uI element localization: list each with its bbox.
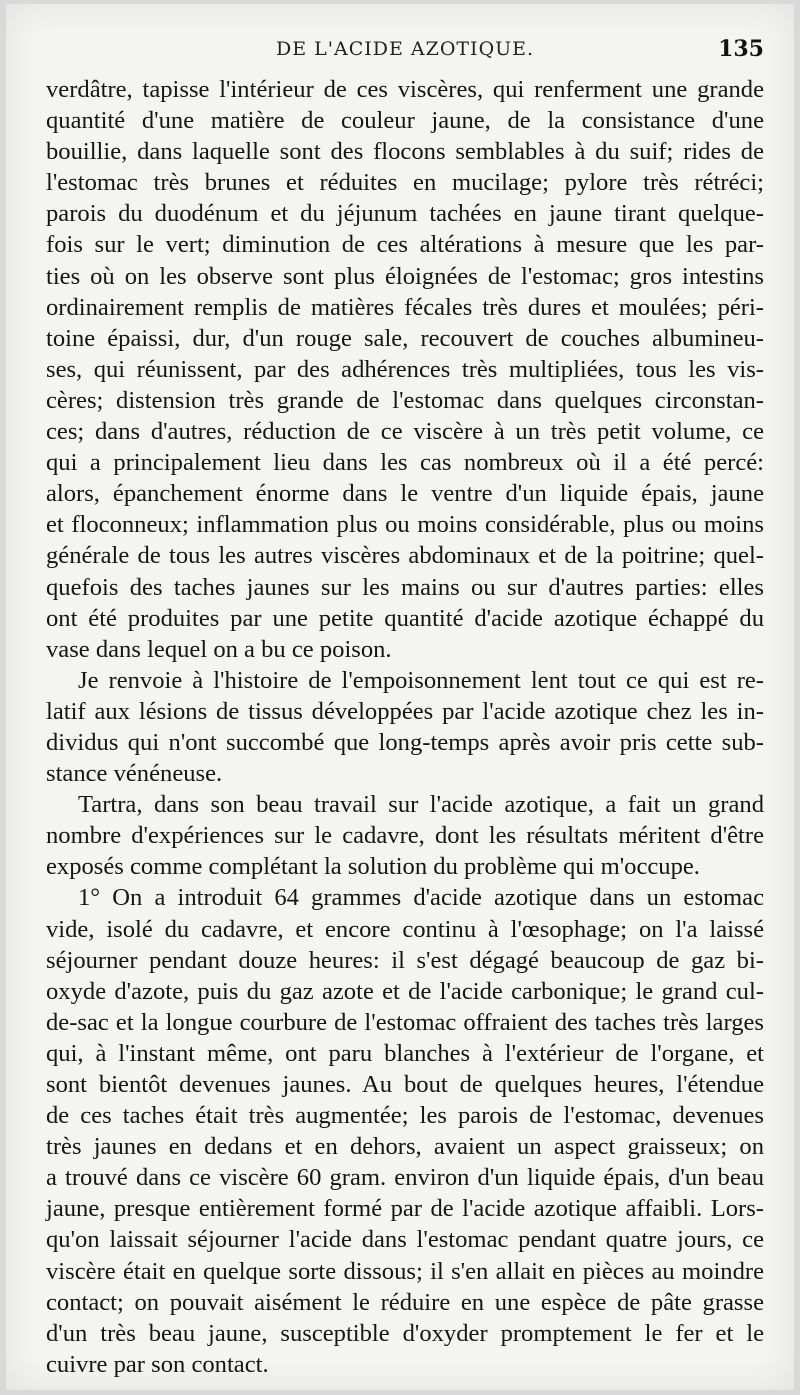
text-line: bouillie, dans laquelle sont des flocons semblables à du suif; rides de: [46, 138, 764, 166]
text-line: jaune, presque entièrement formé par de l'acide azotique affaibli. Lors-: [46, 1195, 764, 1223]
text-line: 1° On a introduit 64 grammes d'acide azotique dans un estomac: [78, 884, 764, 912]
text-line: ties où on les observe sont plus éloignées de l'estomac; gros intestins: [46, 262, 764, 290]
text-line: de-sac et la longue courbure de l'estomac offraient des taches très larges: [46, 1008, 764, 1036]
text-line: d'un très beau jaune, susceptible d'oxyder promptement le fer et le: [46, 1319, 764, 1347]
text-line: quefois des taches jaunes sur les mains ou sur d'autres parties: elles: [46, 573, 764, 601]
text-line: vide, isolé du cadavre, et encore continu à l'œsophage; on l'a laissé: [46, 915, 764, 943]
text-line: fois sur le vert; diminution de ces altérations à mesure que les par-: [46, 231, 764, 259]
text-line: l'estomac très brunes et réduites en mucilage; pylore très rétréci;: [46, 169, 764, 197]
text-line: cuivre par son contact.: [46, 1350, 269, 1378]
text-line: ont été produites par une petite quantité d'acide azotique échappé du: [46, 604, 764, 632]
text-line: ses, qui réunissent, par des adhérences très multipliées, tous les vis-: [46, 355, 764, 383]
text-line: ces; dans d'autres, réduction de ce viscère à un très petit volume, ce: [46, 418, 764, 446]
text-line: latif aux lésions de tissus développées par l'acide azotique chez les in-: [46, 697, 764, 725]
book-page: [6, 4, 794, 1390]
text-line: oxyde d'azote, puis du gaz azote et de l'acide carbonique; le grand cul-: [46, 977, 764, 1005]
page-number: 135: [718, 36, 764, 62]
text-line: et floconneux; inflammation plus ou moins considérable, plus ou moins: [46, 511, 764, 539]
text-line: dividus qui n'ont succombé que long-temps après avoir pris cette sub-: [46, 728, 764, 756]
text-line: toine épaissi, dur, d'un rouge sale, recouvert de couches albumineu-: [46, 324, 764, 352]
text-line: qui, à l'instant même, ont paru blanches à l'extérieur de l'organe, et: [46, 1039, 764, 1067]
text-line: vase dans lequel on a bu ce poison.: [46, 635, 392, 663]
text-line: Tartra, dans son beau travail sur l'acide azotique, a fait un grand: [78, 791, 764, 819]
page-header: [6, 38, 794, 72]
body-text: [46, 74, 764, 1380]
text-line: qu'on laissait séjourner l'acide dans l'estomac pendant quatre jours, ce: [46, 1226, 764, 1254]
text-line: stance vénéneuse.: [46, 760, 223, 788]
text-line: qui a principalement lieu dans les cas nombreux où il a été percé:: [46, 449, 764, 477]
text-line: séjourner pendant douze heures: il s'est dégagé beaucoup de gaz bi-: [46, 946, 764, 974]
text-line: alors, épanchement énorme dans le ventre d'un liquide épais, jaune: [46, 480, 764, 508]
text-line: a trouvé dans ce viscère 60 gram. environ d'un liquide épais, d'un beau: [46, 1164, 764, 1192]
text-line: cères; distension très grande de l'estomac dans quelques circonstan-: [46, 386, 764, 414]
text-line: très jaunes en dedans et en dehors, avaient un aspect graisseux; on: [46, 1133, 764, 1161]
text-line: verdâtre, tapisse l'intérieur de ces viscères, qui renferment une grande: [46, 76, 764, 103]
text-line: quantité d'une matière de couleur jaune, de la consistance d'une: [46, 107, 764, 135]
text-line: sont bientôt devenues jaunes. Au bout de quelques heures, l'étendue: [46, 1071, 764, 1098]
running-title: DE L'ACIDE AZOTIQUE.: [276, 38, 535, 60]
text-line: générale de tous les autres viscères abdominaux et de la poitrine; quel-: [46, 542, 764, 570]
text-line: exposés comme complétant la solution du problème qui m'occupe.: [46, 853, 700, 881]
text-line: nombre d'expériences sur le cadavre, dont les résultats méritent d'être: [46, 822, 764, 850]
text-line: parois du duodénum et du jéjunum tachées en jaune tirant quelque-: [46, 200, 764, 228]
text-line: Je renvoie à l'histoire de l'empoisonnement lent tout ce qui est re-: [78, 666, 764, 694]
text-line: contact; on pouvait aisément le réduire en une espèce de pâte grasse: [46, 1288, 764, 1316]
text-line: viscère était en quelque sorte dissous; il s'en allait en pièces au moindre: [46, 1257, 764, 1285]
text-line: ordinairement remplis de matières fécales très dures et moulées; péri-: [46, 293, 764, 321]
text-line: de ces taches était très augmentée; les parois de l'estomac, devenues: [46, 1102, 764, 1130]
